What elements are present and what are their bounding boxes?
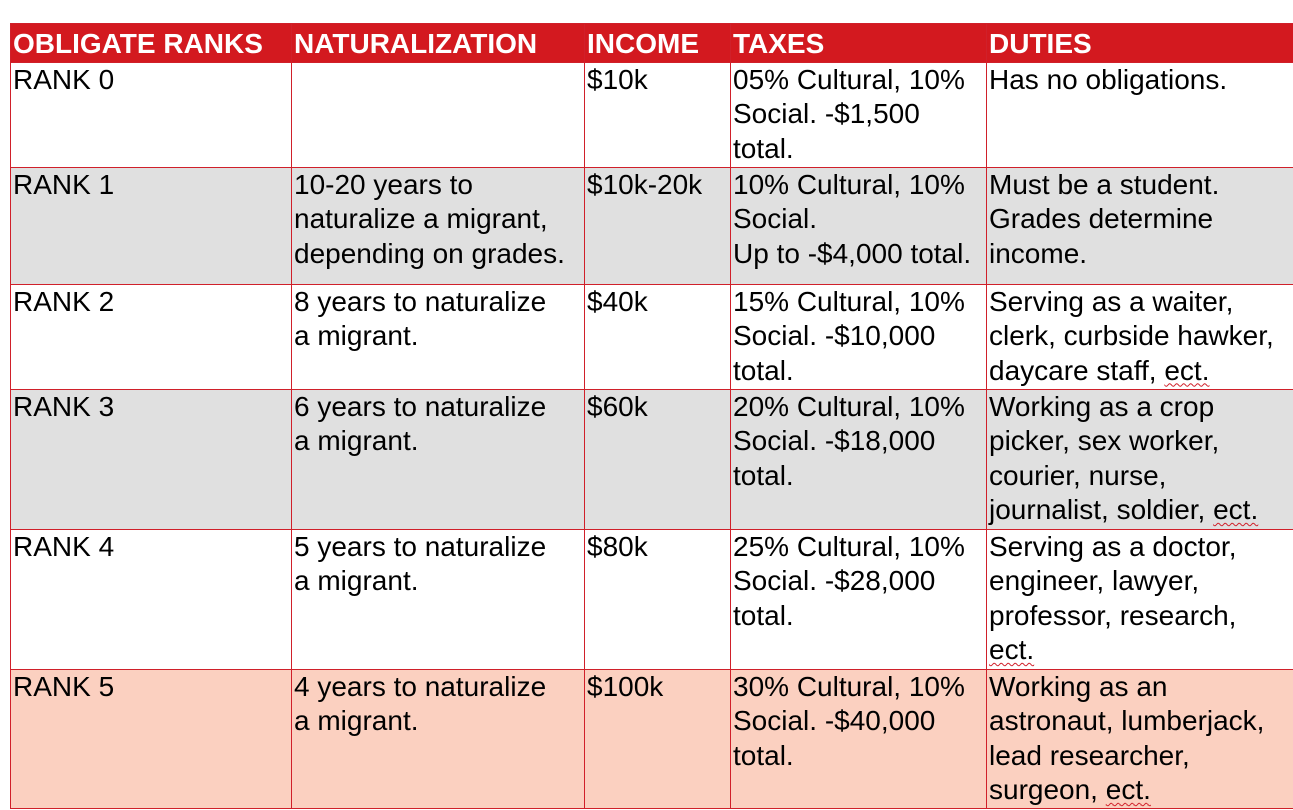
table-row [11,529,1293,669]
cell-duties[interactable] [987,669,1293,808]
cell-text-line: total. [733,599,794,631]
cell-naturalization[interactable] [292,62,585,167]
table-row [11,669,1293,808]
cell-text: RANK 1 [13,168,115,200]
table-body [11,62,1293,808]
cell-taxes[interactable] [731,669,987,808]
cell-text-line: Has no obligations. [989,63,1228,95]
cell-naturalization[interactable] [292,167,585,284]
cell-income[interactable] [585,62,731,167]
cell-text-line: 10% Cultural, 10% [733,168,965,200]
table-row [11,389,1293,529]
cell-text-line: Social. -$1,500 [733,98,920,129]
cell-text: $40k [587,285,648,317]
cell-text-line: Serving as a waiter, [989,285,1234,317]
cell-text-line: Up to -$4,000 total. [733,237,972,269]
cell-text-line: 4 years to naturalize [294,670,547,702]
cell-text-line: a migrant. [294,705,419,736]
cell-text-line: lead researcher, [989,739,1190,771]
cell-text-line: 05% Cultural, 10% [733,63,965,95]
cell-income[interactable] [585,167,731,284]
cell-text: RANK 4 [13,530,115,562]
cell-taxes[interactable] [731,284,987,389]
header-cell-duties[interactable]: DUTIES [987,24,1293,63]
cell-naturalization[interactable] [292,529,585,669]
cell-text-line: 20% Cultural, 10% [733,390,965,422]
cell-text: $100k [587,670,664,702]
cell-text-line: depending on grades. [294,237,565,269]
cell-text-line: ect. [989,634,1035,665]
cell-text-line: professor, research, [989,599,1237,631]
cell-text: $10k-20k [587,168,703,200]
table-row [11,167,1293,284]
cell-rank[interactable] [11,669,292,808]
cell-rank[interactable] [11,167,292,284]
cell-taxes[interactable] [731,62,987,167]
cell-text-line: total. [733,132,794,164]
cell-rank[interactable] [11,529,292,669]
cell-text-line: total. [733,459,794,491]
cell-naturalization[interactable] [292,669,585,808]
cell-text-line: 10-20 years to [294,168,473,200]
cell-text-line: picker, sex worker, [989,425,1220,456]
cell-taxes[interactable] [731,167,987,284]
cell-text-line: Working as an [989,670,1168,702]
cell-text-line: 15% Cultural, 10% [733,285,965,317]
obligate-ranks-table [10,23,1293,809]
cell-text-line: 30% Cultural, 10% [733,670,965,702]
cell-rank[interactable] [11,284,292,389]
cell-text: $80k [587,530,648,562]
cell-text-line: courier, nurse, [989,459,1167,491]
cell-text-line: Working as a crop [989,390,1215,422]
header-cell-naturalization[interactable]: NATURALIZATION [292,24,585,63]
cell-duties[interactable] [987,167,1293,284]
cell-income[interactable] [585,669,731,808]
cell-text-line: a migrant. [294,425,419,456]
cell-text-line: 5 years to naturalize [294,530,547,562]
cell-text-line: total. [733,354,794,386]
cell-naturalization[interactable] [292,389,585,529]
cell-text-line: journalist, soldier, ect. [989,494,1259,525]
cell-income[interactable] [585,284,731,389]
cell-text-line: total. [733,739,794,771]
cell-text-line: naturalize a migrant, [294,203,548,234]
cell-text-line: Serving as a doctor, [989,530,1237,562]
cell-income[interactable] [585,529,731,669]
cell-duties[interactable] [987,389,1293,529]
cell-taxes[interactable] [731,529,987,669]
cell-text-line: astronaut, lumberjack, [989,705,1265,736]
cell-income[interactable] [585,389,731,529]
cell-text-line: surgeon, ect. [989,774,1151,805]
cell-text-line: 8 years to naturalize [294,285,547,317]
cell-text-line: a migrant. [294,320,419,351]
cell-text-line: Social. -$28,000 [733,565,936,596]
cell-text-line: Social. [733,203,818,234]
header-row [11,24,1293,63]
cell-rank[interactable] [11,389,292,529]
spreadsheet-area [10,23,1293,809]
cell-text-line: Must be a student. [989,168,1220,200]
header-cell-income[interactable]: INCOME [585,24,731,63]
cell-text: RANK 5 [13,670,115,702]
cell-duties[interactable] [987,62,1293,167]
cell-text-line: a migrant. [294,565,419,596]
cell-text-line: 25% Cultural, 10% [733,530,965,562]
cell-text: RANK 2 [13,285,115,317]
header-cell-taxes[interactable]: TAXES [731,24,987,63]
cell-text-line: Social. -$40,000 [733,705,936,736]
cell-text-line: Social. -$10,000 [733,320,936,351]
cell-text: $60k [587,390,648,422]
cell-text-line: engineer, lawyer, [989,565,1200,596]
cell-duties[interactable] [987,529,1293,669]
cell-text: $10k [587,63,648,95]
cell-text-line: Social. -$18,000 [733,425,936,456]
cell-text-line: 6 years to naturalize [294,390,547,422]
cell-text-line: clerk, curbside hawker, [989,320,1274,351]
cell-text-line: income. [989,237,1088,269]
header-cell-obligate-ranks[interactable]: OBLIGATE RANKS [11,24,292,63]
cell-naturalization[interactable] [292,284,585,389]
cell-text-line: daycare staff, ect. [989,354,1210,386]
cell-rank[interactable] [11,62,292,167]
cell-text: RANK 0 [13,63,115,95]
table-row [11,284,1293,389]
cell-taxes[interactable] [731,389,987,529]
cell-text: RANK 3 [13,390,115,422]
cell-duties[interactable] [987,284,1293,389]
cell-text-line: Grades determine [989,203,1214,234]
table-row [11,62,1293,167]
